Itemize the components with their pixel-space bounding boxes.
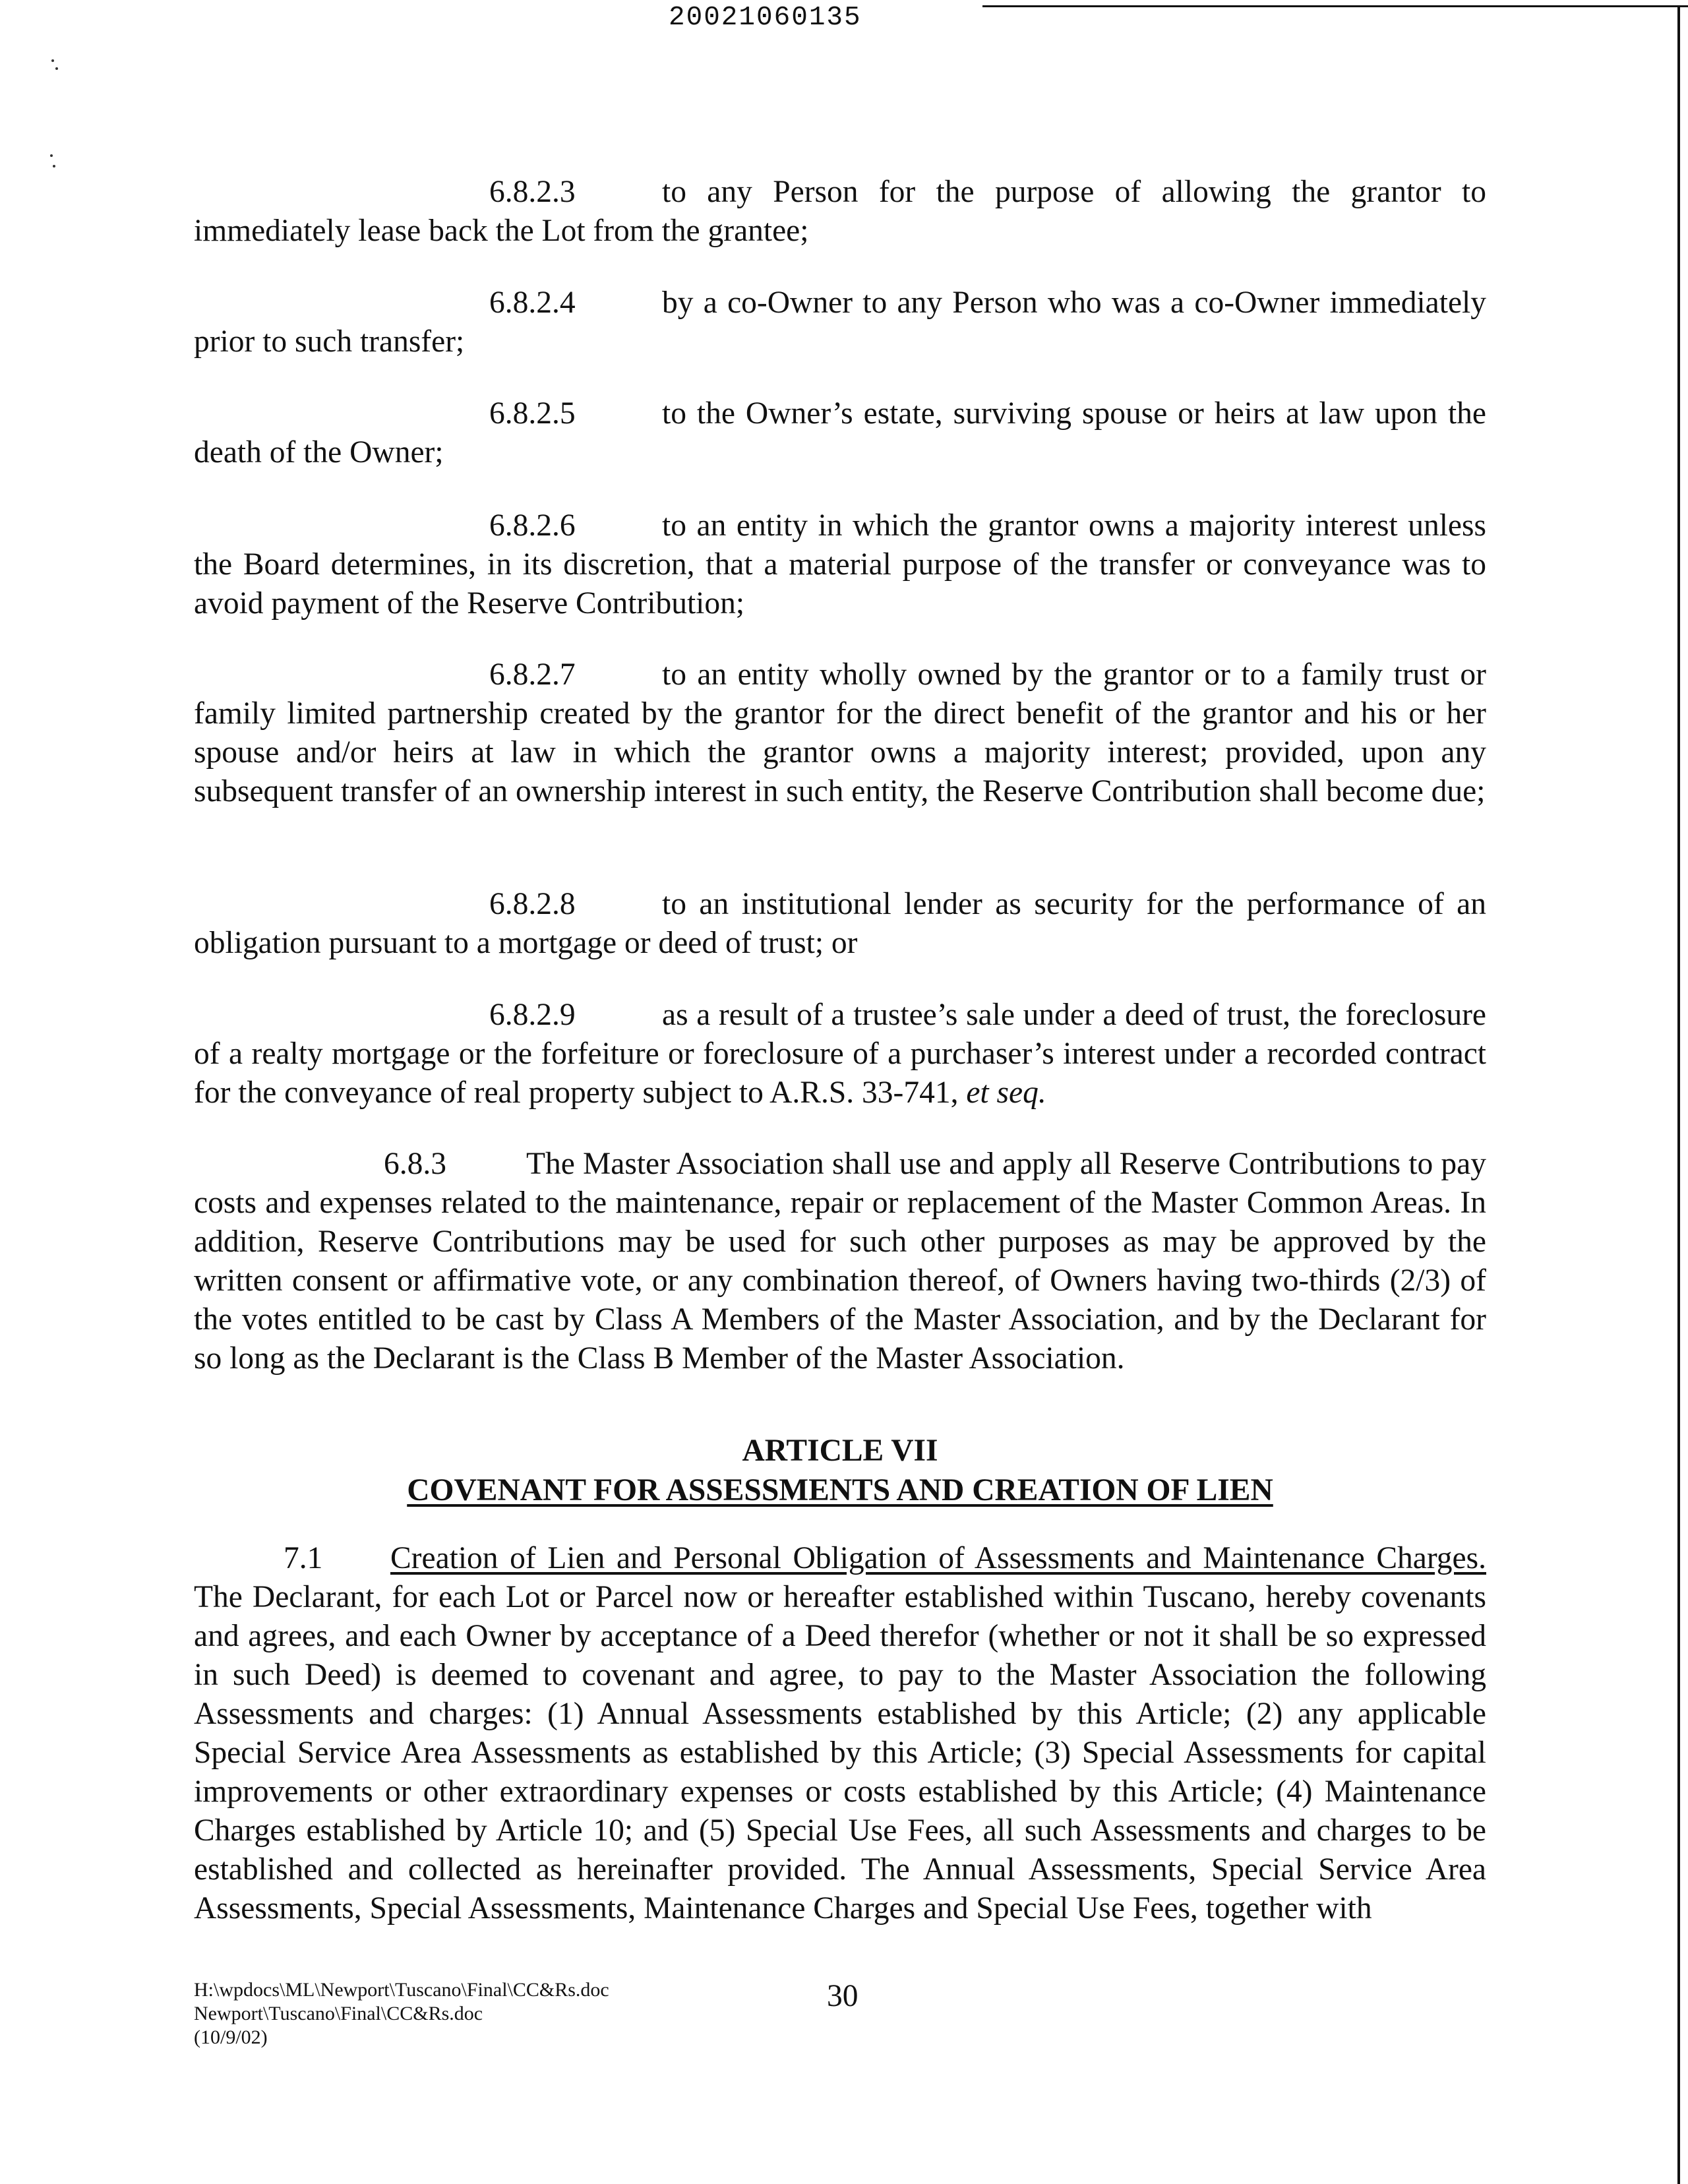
paragraph-6-8-3 [194, 1145, 1486, 1378]
paragraph-6-8-2-8 [194, 885, 1486, 963]
paragraph-italic: et seq. [966, 1076, 1046, 1110]
scan-speck [55, 67, 58, 70]
paragraph-text: by a co-Owner to any Person who was a co-Owner immediately prior to such transfer; [194, 286, 1486, 359]
paragraph-6-8-2-7 [194, 655, 1486, 811]
paragraph-text: to an entity in which the grantor owns a majority interest unless the Board determines, in its discretion, that a material purpose of the transfer or conveyance was to avoid payment of the Reserve Contribution; [194, 508, 1486, 621]
paragraph-text: to the Owner’s estate, surviving spouse or heirs at law upon the death of the Owner; [194, 396, 1486, 470]
paragraph-6-8-2-6 [194, 506, 1486, 623]
section-text: The Declarant, for each Lot or Parcel now or hereafter established within Tuscano, hereby covenants and agrees, and each Owner by acceptance of a Deed therefor (whether or not it shall be so expressed in such Deed) is deemed to covenant and agree, to pay to the Master Association the following Assessments and charges: (1) Annual Assessments established by this Article; (2) any applicable Special Service Area Assessments as established by this Article; (3) Special Assessments for capital improvements or other extraordinary expenses or costs established by this Article; (4) Maintenance Charges established by Article 10; and (5) Special Use Fees, all such Assessments and charges to be established and collected as hereinafter provided. The Annual Assessments, Special Service Area Assessments, Special Assessments, Maintenance Charges and Special Use Fees, together with [194, 1580, 1486, 1926]
paragraph-text: to an institutional lender as security for the performance of an obligation pursuant to a mortgage or deed of trust; or [194, 887, 1486, 960]
paragraph-text: to any Person for the purpose of allowing the grantor to immediately lease back the Lot from the grantee; [194, 175, 1486, 248]
paragraph-number: 6.8.2.5 [489, 396, 576, 431]
scan-frame-top [982, 5, 1688, 7]
article-title: ARTICLE VII [742, 1434, 938, 1468]
paragraph-number: 6.8.2.4 [489, 286, 576, 320]
article-subtitle: COVENANT FOR ASSESSMENTS AND CREATION OF LIEN [407, 1473, 1273, 1507]
section-heading: Creation of Lien and Personal Obligation of Assessments and Maintenance Charges. [390, 1541, 1486, 1575]
paragraph-number: 6.8.2.3 [489, 175, 576, 209]
paragraph-6-8-2-4 [194, 284, 1486, 361]
footer-file-path: H:\wpdocs\ML\Newport\Tuscano\Final\CC&Rs.doc Newport\Tuscano\Final\CC&Rs.doc (10/9/02) [194, 1979, 609, 2048]
scan-speck [53, 165, 55, 167]
paragraph-6-8-2-3 [194, 173, 1486, 251]
article-heading [194, 1431, 1486, 1510]
paragraph-6-8-2-5 [194, 394, 1486, 472]
scan-speck [51, 59, 54, 62]
paragraph-number: 6.8.2.6 [489, 508, 576, 543]
page-number: 30 [827, 1979, 859, 2013]
paragraph-number: 6.8.3 [384, 1147, 446, 1181]
paragraph-text: as a result of a trustee’s sale under a deed of trust, the foreclosure of a realty mortgage or the forfeiture or foreclosure of a purchaser’s interest under a recorded contract for the conveyance of real property subject to A.R.S. 33-741, [194, 998, 1486, 1110]
scan-frame-right [1677, 5, 1680, 2184]
paragraph-number: 6.8.2.9 [489, 998, 576, 1032]
paragraph-text: The Master Association shall use and apply all Reserve Contributions to pay costs and expenses related to the maintenance, repair or replacement of the Master Common Areas. In addition, Reserve Contributions may be used for such other purposes as may be approved by the written consent or affirmative vote, or any combination thereof, of Owners having two-thirds (2/3) of the votes entitled to be cast by Class A Members of the Master Association, and by the Declarant for so long as the Declarant is the Class B Member of the Master Association. [194, 1147, 1486, 1376]
paragraph-text: to an entity wholly owned by the grantor or to a family trust or family limited partnership created by the grantor for the direct benefit of the grantor and his or her spouse and/or heirs at law in which the grantor owns a majority interest; provided, upon any subsequent transfer of an ownership interest in such entity, the Reserve Contribution shall become due; [194, 657, 1486, 808]
paragraph-6-8-2-9 [194, 996, 1486, 1112]
section-7-1 [194, 1539, 1486, 1928]
paragraph-number: 6.8.2.7 [489, 657, 576, 692]
recording-number: 20021060135 [669, 3, 862, 33]
section-number: 7.1 [284, 1541, 323, 1575]
scan-speck [50, 154, 53, 157]
paragraph-number: 6.8.2.8 [489, 887, 576, 921]
